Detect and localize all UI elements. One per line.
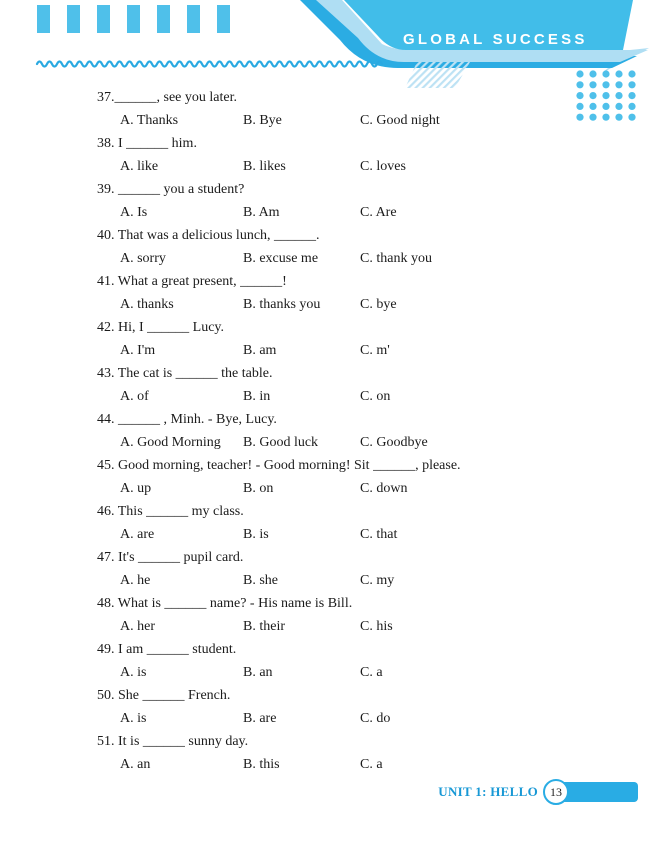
question-options [97, 523, 633, 546]
option-b: B. on [243, 481, 274, 496]
option-b: B. in [243, 389, 271, 404]
option-c: C. a [360, 757, 383, 772]
question-options [97, 293, 633, 316]
option-a: A. Thanks [120, 113, 179, 128]
question-item [97, 224, 633, 270]
questions-list [97, 86, 633, 776]
option-a: A. an [120, 757, 151, 772]
question-item [97, 316, 633, 362]
question-line: 44. ______ , Minh. - Bye, Lucy. [97, 412, 277, 427]
question-item [97, 270, 633, 316]
page-number-badge [543, 779, 569, 805]
option-c: C. my [360, 573, 395, 588]
question-item [97, 86, 633, 132]
question-item [97, 362, 633, 408]
option-c: C. thank you [360, 251, 432, 266]
option-c: C. on [360, 389, 391, 404]
question-item [97, 684, 633, 730]
option-b: B. are [243, 711, 277, 726]
option-b: B. excuse me [243, 251, 319, 266]
option-a: A. is [120, 711, 147, 726]
option-a: A. sorry [120, 251, 166, 266]
option-c: C. his [360, 619, 393, 634]
question-options [97, 385, 633, 408]
question-line: 45. Good morning, teacher! - Good morning! Sit ______, please. [97, 458, 461, 473]
question-item [97, 730, 633, 776]
option-b: B. Bye [243, 113, 282, 128]
option-c: C. do [360, 711, 391, 726]
question-line: 50. She ______ French. [97, 688, 231, 703]
option-c: C. m' [360, 343, 390, 358]
question-item [97, 500, 633, 546]
option-a: A. her [120, 619, 155, 634]
question-options [97, 707, 633, 730]
question-line: 48. What is ______ name? - His name is Bill. [97, 596, 353, 611]
unit-label: UNIT 1: HELLO [438, 784, 538, 799]
option-a: A. thanks [120, 297, 174, 312]
option-b: B. Am [243, 205, 280, 220]
option-b: B. an [243, 665, 273, 680]
option-c: C. that [360, 527, 398, 542]
question-line: 40. That was a delicious lunch, ______. [97, 228, 320, 243]
option-c: C. loves [360, 159, 406, 174]
option-a: A. up [120, 481, 152, 496]
question-line: 42. Hi, I ______ Lucy. [97, 320, 225, 335]
question-line: 46. This ______ my class. [97, 504, 244, 519]
brand-title: GLOBAL SUCCESS [403, 31, 588, 48]
question-options [97, 247, 633, 270]
option-a: A. I'm [120, 343, 156, 358]
page-number: 13 [550, 784, 562, 799]
header-bars-pattern [37, 5, 230, 33]
question-options [97, 661, 633, 684]
question-options [97, 201, 633, 224]
option-a: A. Is [120, 205, 148, 220]
question-line: 37.______, see you later. [97, 90, 237, 105]
option-b: B. is [243, 527, 269, 542]
option-a: A. he [120, 573, 151, 588]
option-b: B. likes [243, 159, 286, 174]
question-item [97, 178, 633, 224]
question-item [97, 132, 633, 178]
question-line: 41. What a great present, ______! [97, 274, 287, 289]
question-item [97, 454, 633, 500]
question-item [97, 592, 633, 638]
option-b: B. their [243, 619, 285, 634]
question-line: 39. ______ you a student? [97, 182, 245, 197]
option-c: C. bye [360, 297, 397, 312]
question-options [97, 155, 633, 178]
option-b: B. she [243, 573, 278, 588]
question-item [97, 408, 633, 454]
question-line: 38. I ______ him. [97, 136, 197, 151]
option-a: A. is [120, 665, 147, 680]
option-c: C. Good night [360, 113, 440, 128]
wave-line [37, 62, 382, 67]
option-a: A. like [120, 159, 159, 174]
option-a: A. are [120, 527, 155, 542]
question-options [97, 477, 633, 500]
question-options [97, 569, 633, 592]
question-item [97, 546, 633, 592]
question-options [97, 753, 633, 776]
option-c: C. a [360, 665, 383, 680]
option-b: B. this [243, 757, 280, 772]
option-a: A. Good Morning [120, 435, 221, 450]
option-c: C. down [360, 481, 408, 496]
question-line: 43. The cat is ______ the table. [97, 366, 273, 381]
option-b: B. Good luck [243, 435, 319, 450]
question-line: 47. It's ______ pupil card. [97, 550, 244, 565]
question-options [97, 431, 633, 454]
option-c: C. Are [360, 205, 397, 220]
question-line: 51. It is ______ sunny day. [97, 734, 249, 749]
option-a: A. of [120, 389, 149, 404]
question-options [97, 615, 633, 638]
question-options [97, 339, 633, 362]
question-options [97, 109, 633, 132]
option-b: B. am [243, 343, 277, 358]
option-c: C. Goodbye [360, 435, 428, 450]
question-item [97, 638, 633, 684]
option-b: B. thanks you [243, 297, 321, 312]
question-line: 49. I am ______ student. [97, 642, 237, 657]
